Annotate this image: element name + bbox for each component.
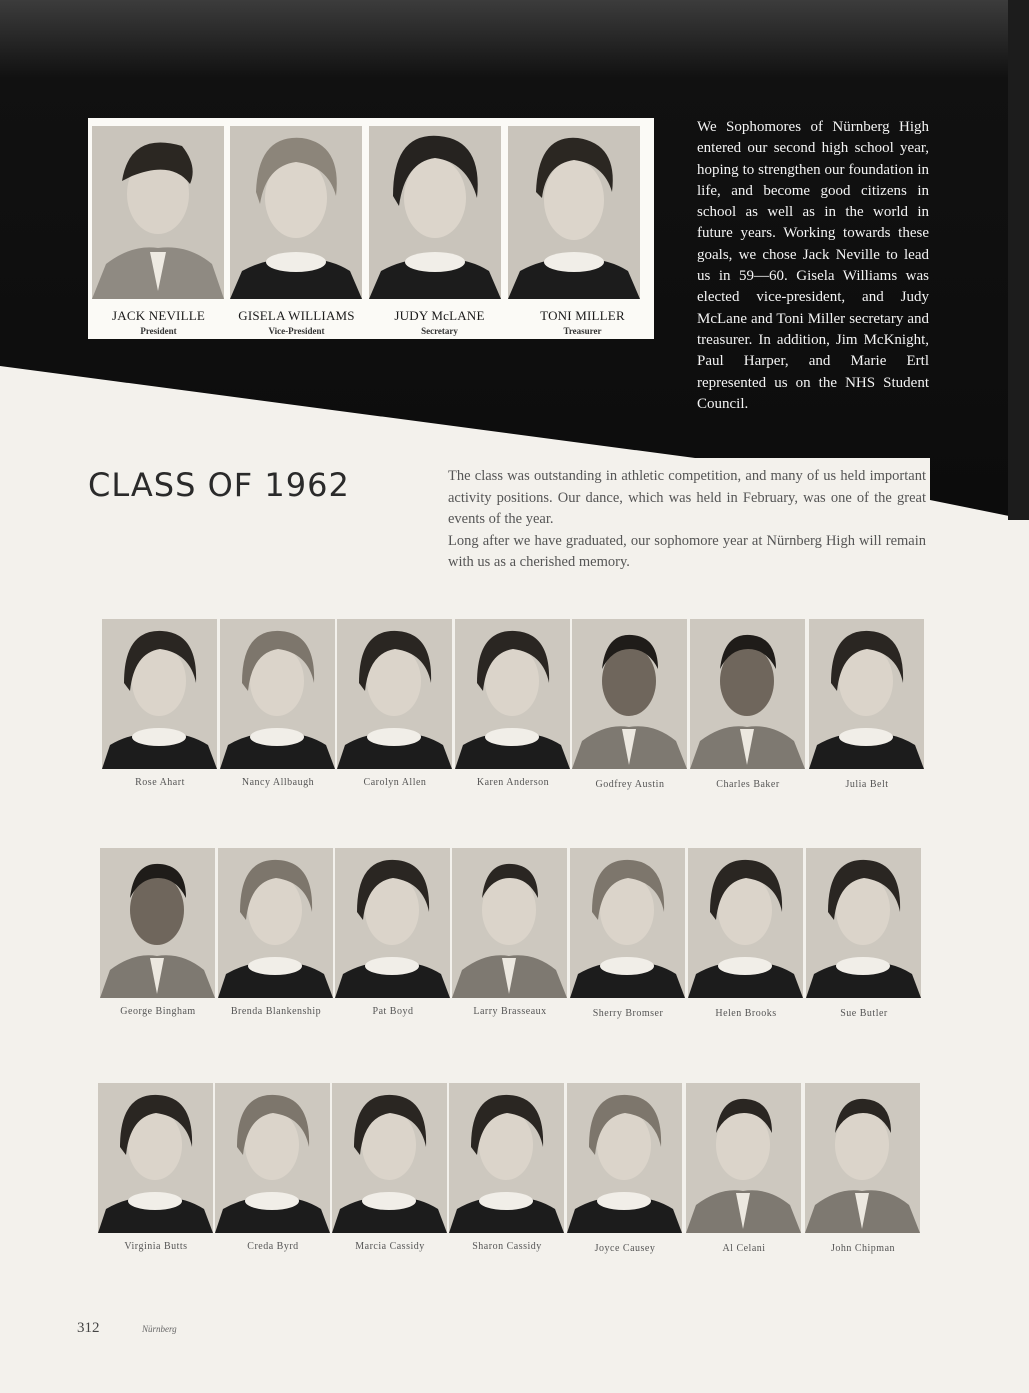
student-name: Helen Brooks [715,1008,777,1019]
student-name: Pat Boyd [372,1006,414,1017]
student-photo [805,1083,920,1233]
officer-role: Vice-President [268,326,325,336]
footer-school-name: Nürnberg [142,1324,177,1334]
student-photo [570,848,685,998]
officer-role: Treasurer [563,326,602,336]
officer-photo [508,126,640,299]
student-name: Carolyn Allen [363,777,427,788]
student-photo [98,1083,213,1233]
student-photo [452,848,567,998]
student-name: Marcia Cassidy [355,1241,425,1252]
officer-name: GISELA WILLIAMS [238,308,355,323]
student-photo [332,1083,447,1233]
student-photo [218,848,333,998]
officer-photo [369,126,501,299]
officer-role: President [140,326,177,336]
student-photo [220,619,335,769]
student-photo [449,1083,564,1233]
student-photo [688,848,803,998]
student-photo [455,619,570,769]
student-photo [686,1083,801,1233]
student-name: Rose Ahart [135,777,185,788]
student-photo [215,1083,330,1233]
student-photo [100,848,215,998]
student-name: Joyce Causey [594,1243,656,1254]
body-text [448,466,926,574]
student-name: Nancy Allbaugh [241,777,315,788]
student-name: Brenda Blankenship [230,1006,322,1017]
student-photo [102,619,217,769]
officer-role: Secretary [421,326,458,336]
body-paragraph: Long after we have graduated, our sophomore year at Nürnberg High will remain with us as a cherished memory. [448,532,926,570]
student-name: Godfrey Austin [595,779,665,790]
page-number: 312 [77,1320,100,1336]
student-name: Julia Belt [845,779,889,790]
student-name: Charles Baker [716,779,780,790]
student-name: Virginia Butts [124,1241,188,1252]
officer-name: JUDY McLANE [394,308,485,323]
student-name: Sharon Cassidy [472,1241,542,1252]
student-photo [335,848,450,998]
officer-name: TONI MILLER [540,308,625,323]
page-title: CLASS OF 1962 [88,466,350,504]
student-name: Al Celani [722,1243,766,1254]
student-name: Sue Butler [840,1008,888,1019]
student-name: George Bingham [120,1006,196,1017]
officer-name: JACK NEVILLE [111,308,206,323]
student-name: Larry Brasseaux [473,1006,547,1017]
student-photo [809,619,924,769]
student-photo [337,619,452,769]
officer-photo [230,126,362,299]
student-photo [572,619,687,769]
student-photo [806,848,921,998]
officer-photo [92,126,224,299]
student-name: Karen Anderson [476,777,550,788]
student-name: John Chipman [830,1243,896,1254]
student-name: Sherry Bromser [592,1008,664,1019]
body-paragraph: The class was outstanding in athletic competition, and many of us held important activity positions. Our dance, which was held in February, was one of the great events of the year. [448,468,926,527]
officers-panel [88,118,654,339]
student-photo [567,1083,682,1233]
student-photo [690,619,805,769]
intro-paragraph: We Sophomores of Nürnberg High entered our second high school year, hoping to strengthen our foundation in life, and become good citizens in school as well as in the world in future years. Working towards these goals, we chose Jack Neville to lead us in 59—60. Gisela Williams was elected vice-president, and Judy McLane and Toni Miller secretary and treasurer. In addition, Jim McKnight, Paul Harper, and Marie Ertl represented us on the NHS Student Council. [697,119,929,412]
student-name: Creda Byrd [247,1241,299,1252]
